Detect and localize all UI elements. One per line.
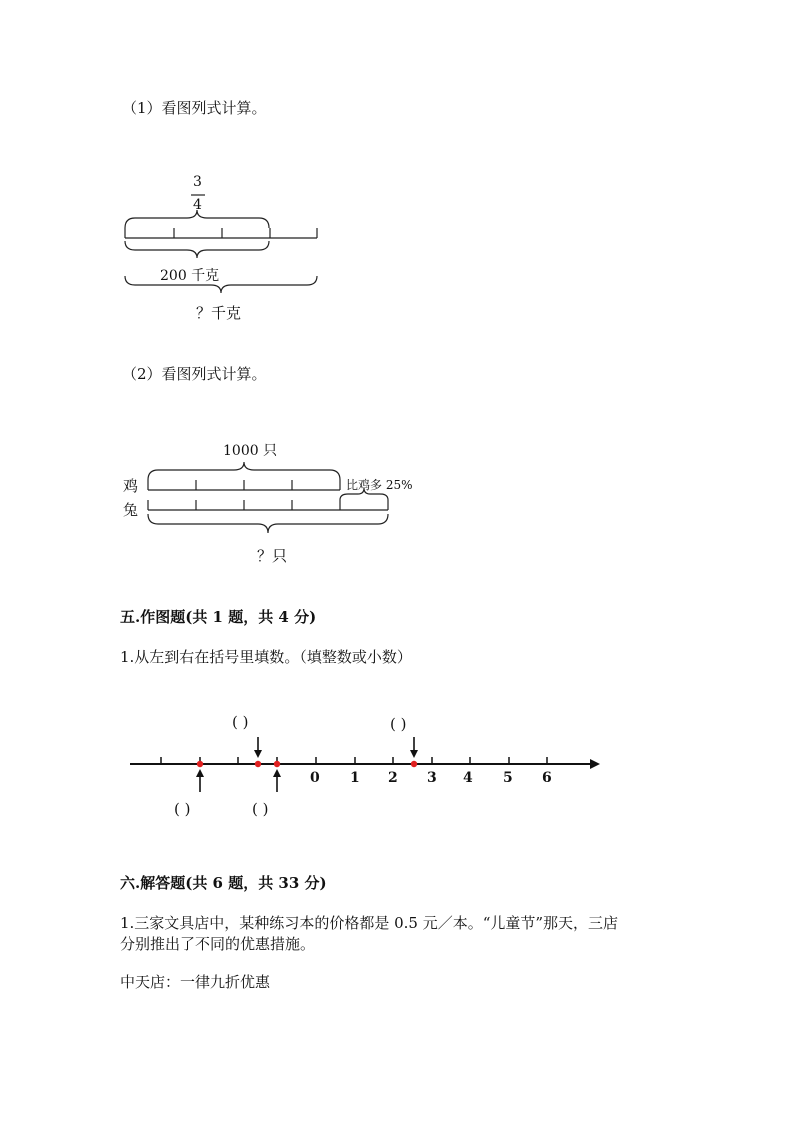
q1-unknown-label: ？千克 xyxy=(196,304,242,322)
dot-3 xyxy=(274,761,280,767)
q1-title: （1）看图列式计算。 xyxy=(122,99,267,117)
fraction-denominator: 4 xyxy=(193,197,202,213)
dot-1 xyxy=(197,761,203,767)
tick-label-0: 0 xyxy=(310,770,320,786)
q2-row-rabbit: 兔 xyxy=(123,501,139,519)
section6-line1: 1.三家文具店中，某种练习本的价格都是 0.5 元／本。“儿童节”那天，三店 xyxy=(120,914,619,932)
q2-title: （2）看图列式计算。 xyxy=(122,365,267,383)
q2-top-label: 1000 只 xyxy=(223,443,278,459)
tick-label-2: 2 xyxy=(388,770,398,786)
fraction-numerator: 3 xyxy=(193,174,202,190)
tick-label-5: 5 xyxy=(503,770,513,786)
tick-label-1: 1 xyxy=(350,770,360,786)
q2-unknown-label: ？只 xyxy=(257,547,288,565)
paren-bottom-2[interactable]: ( ) xyxy=(252,800,269,818)
section6-heading: 六.解答题(共 6 题，共 33 分) xyxy=(120,874,327,892)
paren-top-2[interactable]: ( ) xyxy=(390,715,407,733)
section6-line2: 分别推出了不同的优惠措施。 xyxy=(120,935,316,953)
dot-4 xyxy=(411,761,417,767)
section6-line3: 中天店：一律九折优惠 xyxy=(120,973,271,991)
dot-2 xyxy=(255,761,261,767)
section5-question: 1.从左到右在括号里填数。（填整数或小数） xyxy=(120,648,412,666)
q2-extra-label: 比鸡多 25% xyxy=(346,478,413,492)
q2-row-chicken: 鸡 xyxy=(123,477,139,495)
q1-known-label: 200 千克 xyxy=(160,268,220,284)
tick-label-4: 4 xyxy=(463,770,473,786)
tick-label-3: 3 xyxy=(427,770,437,786)
paren-top-1[interactable]: ( ) xyxy=(232,713,249,731)
paren-bottom-1[interactable]: ( ) xyxy=(174,800,191,818)
tick-label-6: 6 xyxy=(542,770,552,786)
section5-heading: 五.作图题(共 1 题，共 4 分) xyxy=(120,608,317,626)
